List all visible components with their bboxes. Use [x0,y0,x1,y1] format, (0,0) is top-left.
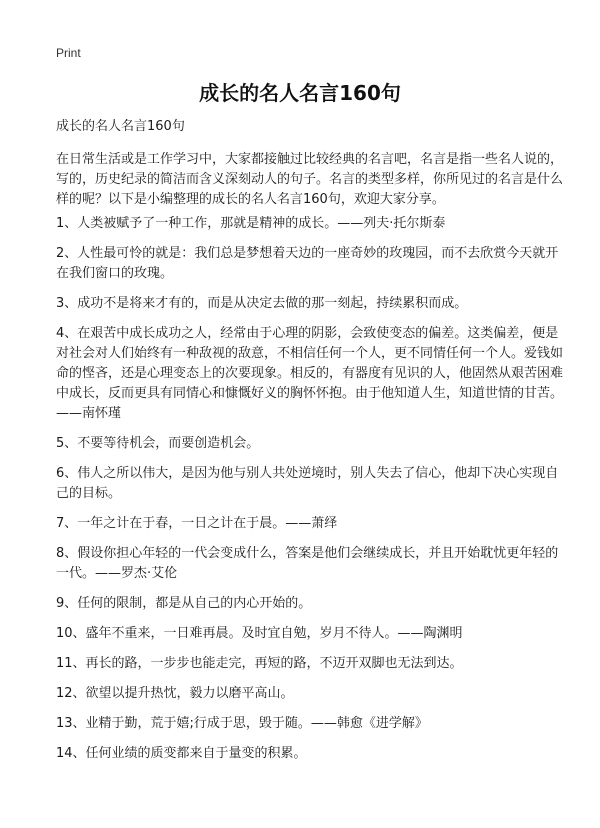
quote-list [56,214,564,774]
list-item: 4、在艰苦中成长成功之人，经常由于心理的阴影，会致使变态的偏差。这类偏差，便是对社会对人们始终有一种敌视的敌意，不相信任何一个人，更不同情任何一个人。爱钱如命的悭吝，还是心理变态上的次要现象。相反的，有器度有见识的人，他固然从艰苦困难中成长，反而更具有同情心和慷慨好义的胸怀怀抱。由于他知道人生，知道世情的甘苦。——南怀瑾 [56,326,564,421]
list-item: 3、成功不是将来才有的，而是从决定去做的那一刻起，持续累积而成。 [56,296,468,311]
list-item: 13、业精于勤，荒于嬉;行成于思，毁于随。——韩愈《进学解》 [56,716,428,731]
intro-paragraph: 在日常生活或是工作学习中，大家都接触过比较经典的名言吧，名言是指一些名人说的，写的，历史纪录的简洁而含义深刻动人的句子。名言的类型多样，你所见过的名言是什么样的呢？以下是小编整理的成长的名人名言160句，欢迎大家分享。 [56,152,564,207]
list-item: 9、任何的限制，都是从自己的内心开始的。 [56,596,312,611]
list-item: 6、伟人之所以伟大，是因为他与别人共处逆境时，别人失去了信心，他却下决心实现自己的目标。 [56,466,559,501]
page-title: 成长的名人名言160句 [199,81,401,105]
list-item: 8、假设你担心年轻的一代会变成什么，答案是他们会继续成长，并且开始耽忧更年轻的一代。——罗杰·艾伦 [56,546,559,581]
list-item: 11、再长的路，一步步也能走完，再短的路，不迈开双脚也无法到达。 [56,656,463,671]
list-item: 5、不要等待机会，而要创造机会。 [56,436,260,451]
list-item: 14、任何业绩的质变都来自于量变的积累。 [56,746,307,761]
list-item: 7、一年之计在于春，一日之计在于晨。——萧绎 [56,516,338,531]
print-link[interactable]: Print [56,46,81,60]
document-subtitle: 成长的名人名言160句 [56,119,185,134]
list-item: 10、盛年不重来，一日难再晨。及时宜自勉，岁月不待人。——陶渊明 [56,626,463,641]
list-item: 12、欲望以提升热忱，毅力以磨平高山。 [56,686,294,701]
list-item: 2、人性最可怜的就是：我们总是梦想着天边的一座奇妙的玫瑰园，而不去欣赏今天就开在我们窗口的玫瑰。 [56,246,559,281]
list-item: 1、人类被赋予了一种工作，那就是精神的成长。——列夫·托尔斯泰 [56,216,446,231]
